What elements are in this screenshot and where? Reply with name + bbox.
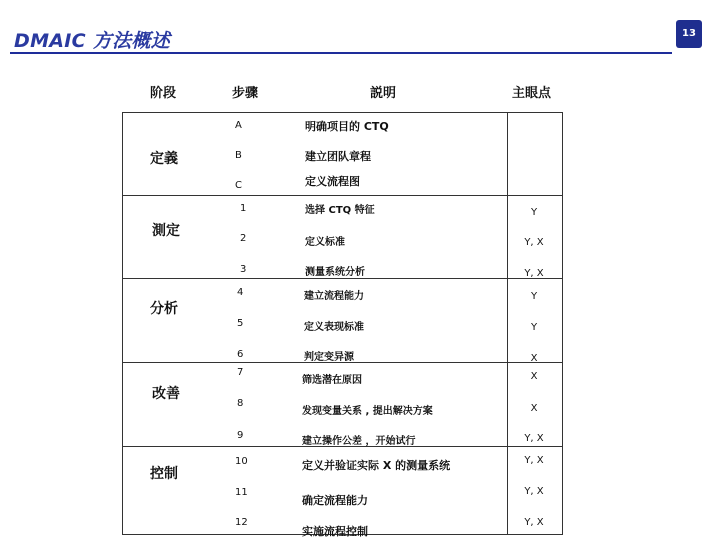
table-border-left [122, 112, 123, 535]
page-number-badge: 13 [676, 20, 702, 48]
focus-value: X [530, 403, 538, 414]
step-number: 12 [235, 517, 248, 528]
step-description: 选择 CTQ 特征 [305, 205, 375, 216]
header-description: 説明 [370, 86, 397, 101]
step-number: C [235, 180, 242, 191]
header-step: 步骤 [232, 86, 259, 101]
step-number: 2 [240, 233, 247, 244]
focus-value: X [530, 371, 538, 382]
focus-value: Y, X [524, 237, 544, 248]
step-number: 3 [240, 264, 247, 275]
focus-value: Y, X [524, 486, 544, 497]
focus-value: Y [530, 322, 538, 333]
phase-measure: 測定 [152, 223, 180, 239]
step-description: 定义流程图 [305, 175, 360, 188]
step-number: 4 [237, 287, 244, 298]
step-description: 建立流程能力 [304, 291, 364, 302]
step-description: 明确项目的 CTQ [305, 120, 389, 133]
table-border-top [122, 112, 563, 113]
step-number: B [235, 150, 242, 161]
focus-value: Y [530, 207, 538, 218]
focus-value: Y, X [524, 517, 544, 528]
phase-define: 定義 [150, 151, 178, 167]
step-description: 判定变异源 [304, 352, 354, 363]
step-description: 确定流程能力 [302, 494, 368, 507]
step-description: 建立团队章程 [305, 150, 371, 163]
step-description: 定义并验证实际 X 的测量系统 [302, 459, 451, 472]
focus-value: Y, X [524, 455, 544, 466]
step-description: 实施流程控制 [302, 525, 368, 538]
step-number: 6 [237, 349, 244, 360]
step-number: 9 [237, 430, 244, 441]
phase-separator [122, 278, 563, 279]
step-description: 建立操作公差 ，开始试行 [302, 436, 416, 447]
step-number: 10 [235, 456, 248, 467]
step-number: 7 [237, 367, 244, 378]
step-number: A [235, 120, 242, 131]
focus-value: Y [530, 291, 538, 302]
focus-value: X [530, 353, 538, 364]
step-number: 5 [237, 318, 244, 329]
phase-analyze: 分析 [150, 301, 178, 317]
step-description: 发现变量关系 , 提出解决方案 [302, 406, 433, 417]
step-number: 1 [240, 203, 247, 214]
step-description: 定义表现标准 [304, 322, 364, 333]
phase-control: 控制 [150, 466, 178, 482]
phase-separator [122, 195, 563, 196]
step-description: 筛选潜在原因 [302, 375, 362, 386]
step-number: 11 [235, 487, 248, 498]
title-underline [10, 52, 672, 54]
header-focus: 主眼点 [512, 86, 552, 101]
table-border-right [562, 112, 563, 535]
phase-improve: 改善 [152, 386, 180, 402]
header-phase: 阶段 [150, 86, 177, 101]
focus-value: Y, X [524, 268, 544, 279]
slide-title: DMAIC 方法概述 [14, 30, 171, 52]
step-description: 定义标准 [305, 237, 345, 248]
focus-value: Y, X [524, 433, 544, 444]
step-number: 8 [237, 398, 244, 409]
step-description: 测量系统分析 [305, 267, 365, 278]
